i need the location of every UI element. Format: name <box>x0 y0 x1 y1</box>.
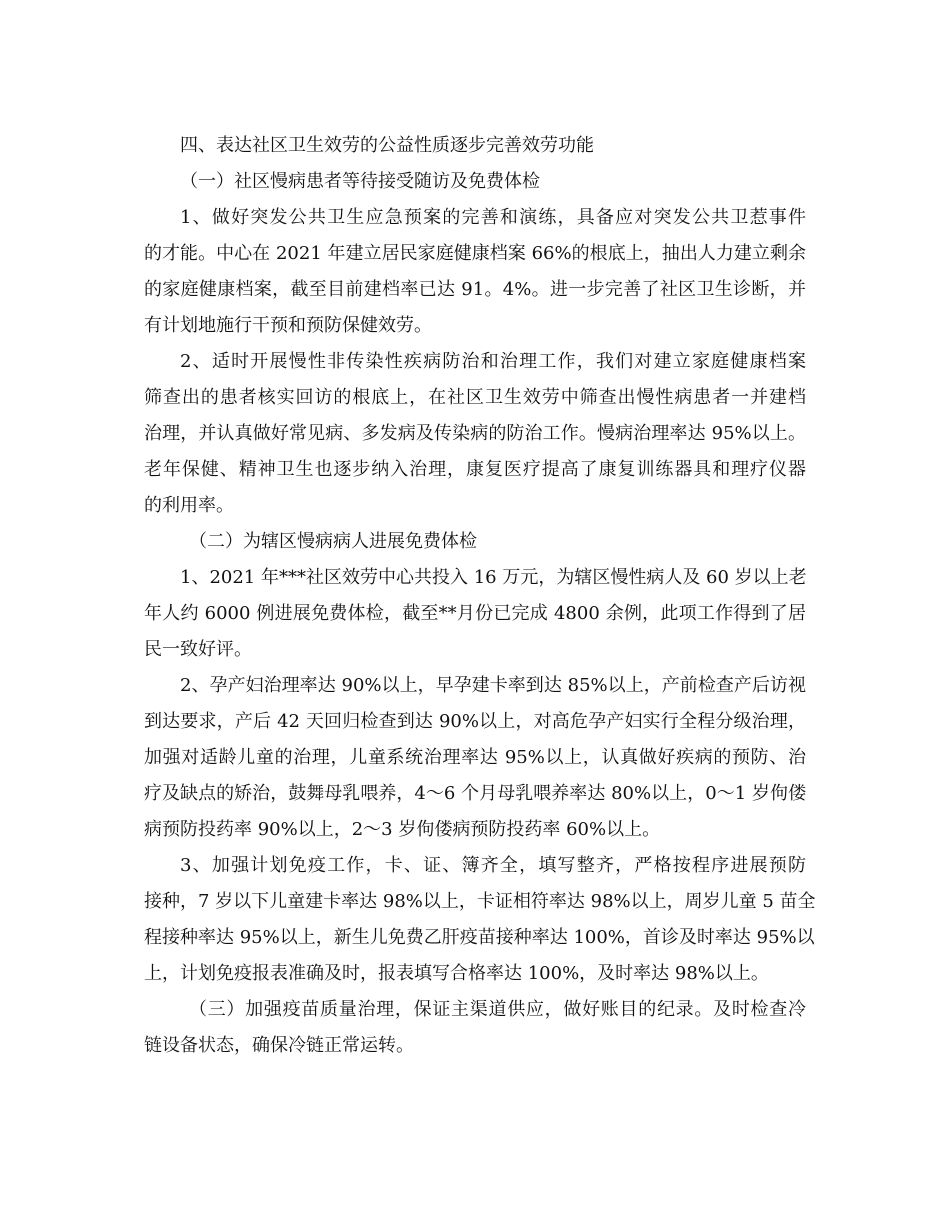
paragraph-4-line-1: 2、孕产妇治理率达 90%以上，早孕建卡率到达 85%以上，产前检查产后访视 <box>180 675 806 696</box>
paragraph-2-line-1: 2、适时开展慢性非传染性疾病防治和治理工作，我们对建立家庭健康档案 <box>180 351 806 372</box>
subsection-title-2: （二）为辖区慢病病人进展免费体检 <box>189 531 477 552</box>
paragraph-3-line-2: 年人约 6000 例进展免费体检，截至**月份已完成 4800 余例，此项工作得到了居 <box>144 603 806 624</box>
paragraph-4-line-2: 到达要求，产后 42 天回归检查到达 90%以上，对高危孕产妇实行全程分级治理， <box>144 711 806 732</box>
paragraph-5-line-4: 上，计划免疫报表准确及时，报表填写合格率达 100%，及时率达 98%以上。 <box>144 963 769 984</box>
paragraph-5-line-1: 3、加强计划免疫工作，卡、证、簿齐全，填写整齐，严格按程序进展预防 <box>180 855 806 876</box>
subsection-title-1: （一）社区慢病患者等待接受随访及免费体检 <box>180 171 540 192</box>
paragraph-3-line-3: 民一致好评。 <box>144 639 252 660</box>
paragraph-3-line-1: 1、2021 年***社区效劳中心共投入 16 万元，为辖区慢性病人及 60 岁以上老 <box>180 567 807 588</box>
paragraph-6-line-2: 链设备状态，确保冷链正常运转。 <box>144 1035 414 1056</box>
paragraph-4-line-3: 加强对适龄儿童的治理，儿童系统治理率达 95%以上，认真做好疾病的预防、治 <box>144 747 806 768</box>
paragraph-1-line-1: 1、做好突发公共卫生应急预案的完善和演练，具备应对突发公共卫惹事件 <box>180 207 806 228</box>
paragraph-6-line-1: （三）加强疫苗质量治理，保证主渠道供应，做好账目的纪录。及时检查冷 <box>189 999 806 1020</box>
paragraph-4-line-4: 疗及缺点的矫治，鼓舞母乳喂养，4～6 个月母乳喂养率达 80%以上，0～1 岁佝偻 <box>144 783 806 804</box>
paragraph-2-line-2: 筛查出的患者核实回访的根底上，在社区卫生效劳中筛查出慢性病患者一并建档 <box>144 387 806 408</box>
document-page <box>144 128 816 1064</box>
paragraph-2-line-3: 治理，并认真做好常见病、多发病及传染病的防治工作。慢病治理率达 95%以上。 <box>144 423 806 444</box>
paragraph-1-line-4: 有计划地施行干预和预防保健效劳。 <box>144 315 432 336</box>
paragraph-5-line-3: 程接种率达 95%以上，新生儿免费乙肝疫苗接种率达 100%，首诊及时率达 95%以 <box>144 927 815 948</box>
paragraph-2-line-4: 老年保健、精神卫生也逐步纳入治理，康复医疗提高了康复训练器具和理疗仪器 <box>144 459 806 480</box>
paragraph-4-line-5: 病预防投药率 90%以上，2～3 岁佝偻病预防投药率 60%以上。 <box>144 819 661 840</box>
section-heading: 四、表达社区卫生效劳的公益性质逐步完善效劳功能 <box>180 135 594 156</box>
paragraph-1-line-3: 的家庭健康档案，截至目前建档率已达 91。4%。进一步完善了社区卫生诊断，并 <box>144 279 806 300</box>
paragraph-1-line-2: 的才能。中心在 2021 年建立居民家庭健康档案 66%的根底上，抽出人力建立剩余 <box>144 243 806 264</box>
paragraph-2-line-5: 的利用率。 <box>144 495 234 516</box>
paragraph-5-line-2: 接种，7 岁以下儿童建卡率达 98%以上，卡证相符率达 98%以上，周岁儿童 5 苗全 <box>144 891 816 912</box>
